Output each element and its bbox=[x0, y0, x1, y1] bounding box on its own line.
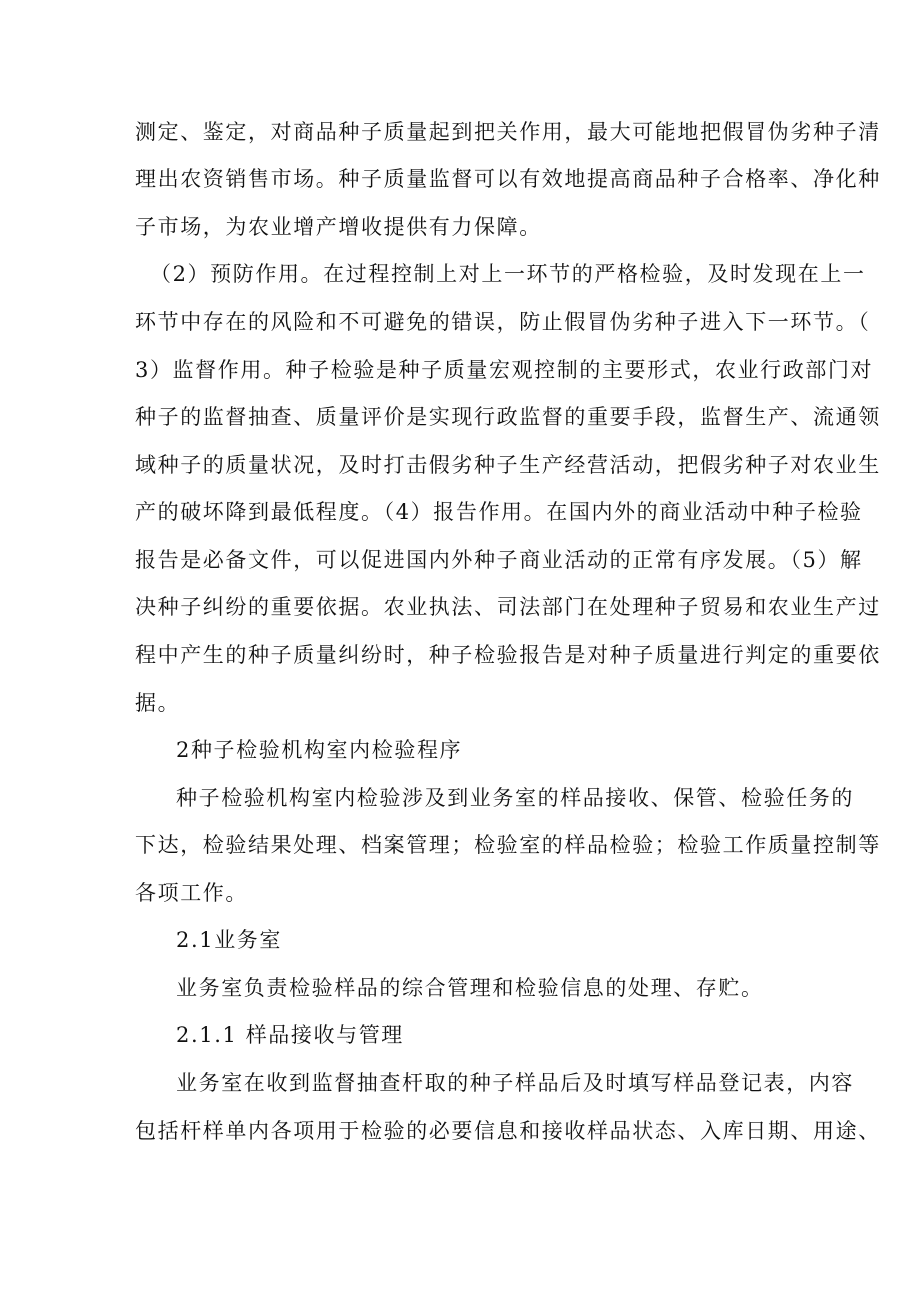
body-text-line: 下达，检验结果处理、档案管理；检验室的样品检验；检验工作质量控制等 bbox=[135, 833, 881, 857]
body-text-line: 据。 bbox=[135, 691, 181, 715]
body-text-line: 3）监督作用。种子检验是种子质量宏观控制的主要形式，农业行政部门对 bbox=[135, 358, 874, 382]
body-text-line: 各项工作。 bbox=[135, 881, 248, 905]
body-text-line: 子市场，为农业增产增收提供有力保障。 bbox=[135, 215, 542, 239]
body-text-line: 报告是必备文件，可以促进国内外种子商业活动的正常有序发展。（5）解 bbox=[135, 548, 863, 572]
body-text-line: （2）预防作用。在过程控制上对上一环节的严格检验，及时发现在上一 bbox=[150, 262, 866, 286]
body-text-line: 决种子纠纷的重要依据。农业执法、司法部门在处理种子贸易和农业生产过 bbox=[135, 595, 881, 619]
body-text-line: 业务室在收到监督抽查杆取的种子样品后及时填写样品登记表，内容 bbox=[176, 1071, 854, 1095]
body-text-line: 域种子的质量状况，及时打击假劣种子生产经营活动，把假劣种子对农业生 bbox=[135, 453, 881, 477]
body-text-line: 理出农资销售市场。种子质量监督可以有效地提高商品种子合格率、净化种 bbox=[135, 167, 881, 191]
body-text-line: 业务室负责检验样品的综合管理和检验信息的处理、存贮。 bbox=[176, 976, 764, 1000]
body-text-line: 种子检验机构室内检验涉及到业务室的样品接收、保管、检验任务的 bbox=[176, 786, 854, 810]
body-text-line: 包括杆样单内各项用于检验的必要信息和接收样品状态、入库日期、用途、 bbox=[135, 1119, 881, 1143]
body-text-line: 种子的监督抽查、质量评价是实现行政监督的重要手段，监督生产、流通领 bbox=[135, 405, 881, 429]
body-text-line: 程中产生的种子质量纠纷时，种子检验报告是对种子质量进行判定的重要依 bbox=[135, 643, 881, 667]
subsection-heading: 2.1.1 样品接收与管理 bbox=[176, 1023, 404, 1047]
section-heading: 2种子检验机构室内检验程序 bbox=[176, 738, 463, 762]
body-text-line: 测定、鉴定，对商品种子质量起到把关作用，最大可能地把假冒伪劣种子清 bbox=[135, 120, 881, 144]
body-text-line: 产的破坏降到最低程度。（4）报告作用。在国内外的商业活动中种子检验 bbox=[135, 500, 863, 524]
body-text-line: 环节中存在的风险和不可避免的错误，防止假冒伪劣种子进入下一环节。（ bbox=[135, 310, 871, 334]
subsection-heading: 2.1业务室 bbox=[176, 928, 282, 952]
